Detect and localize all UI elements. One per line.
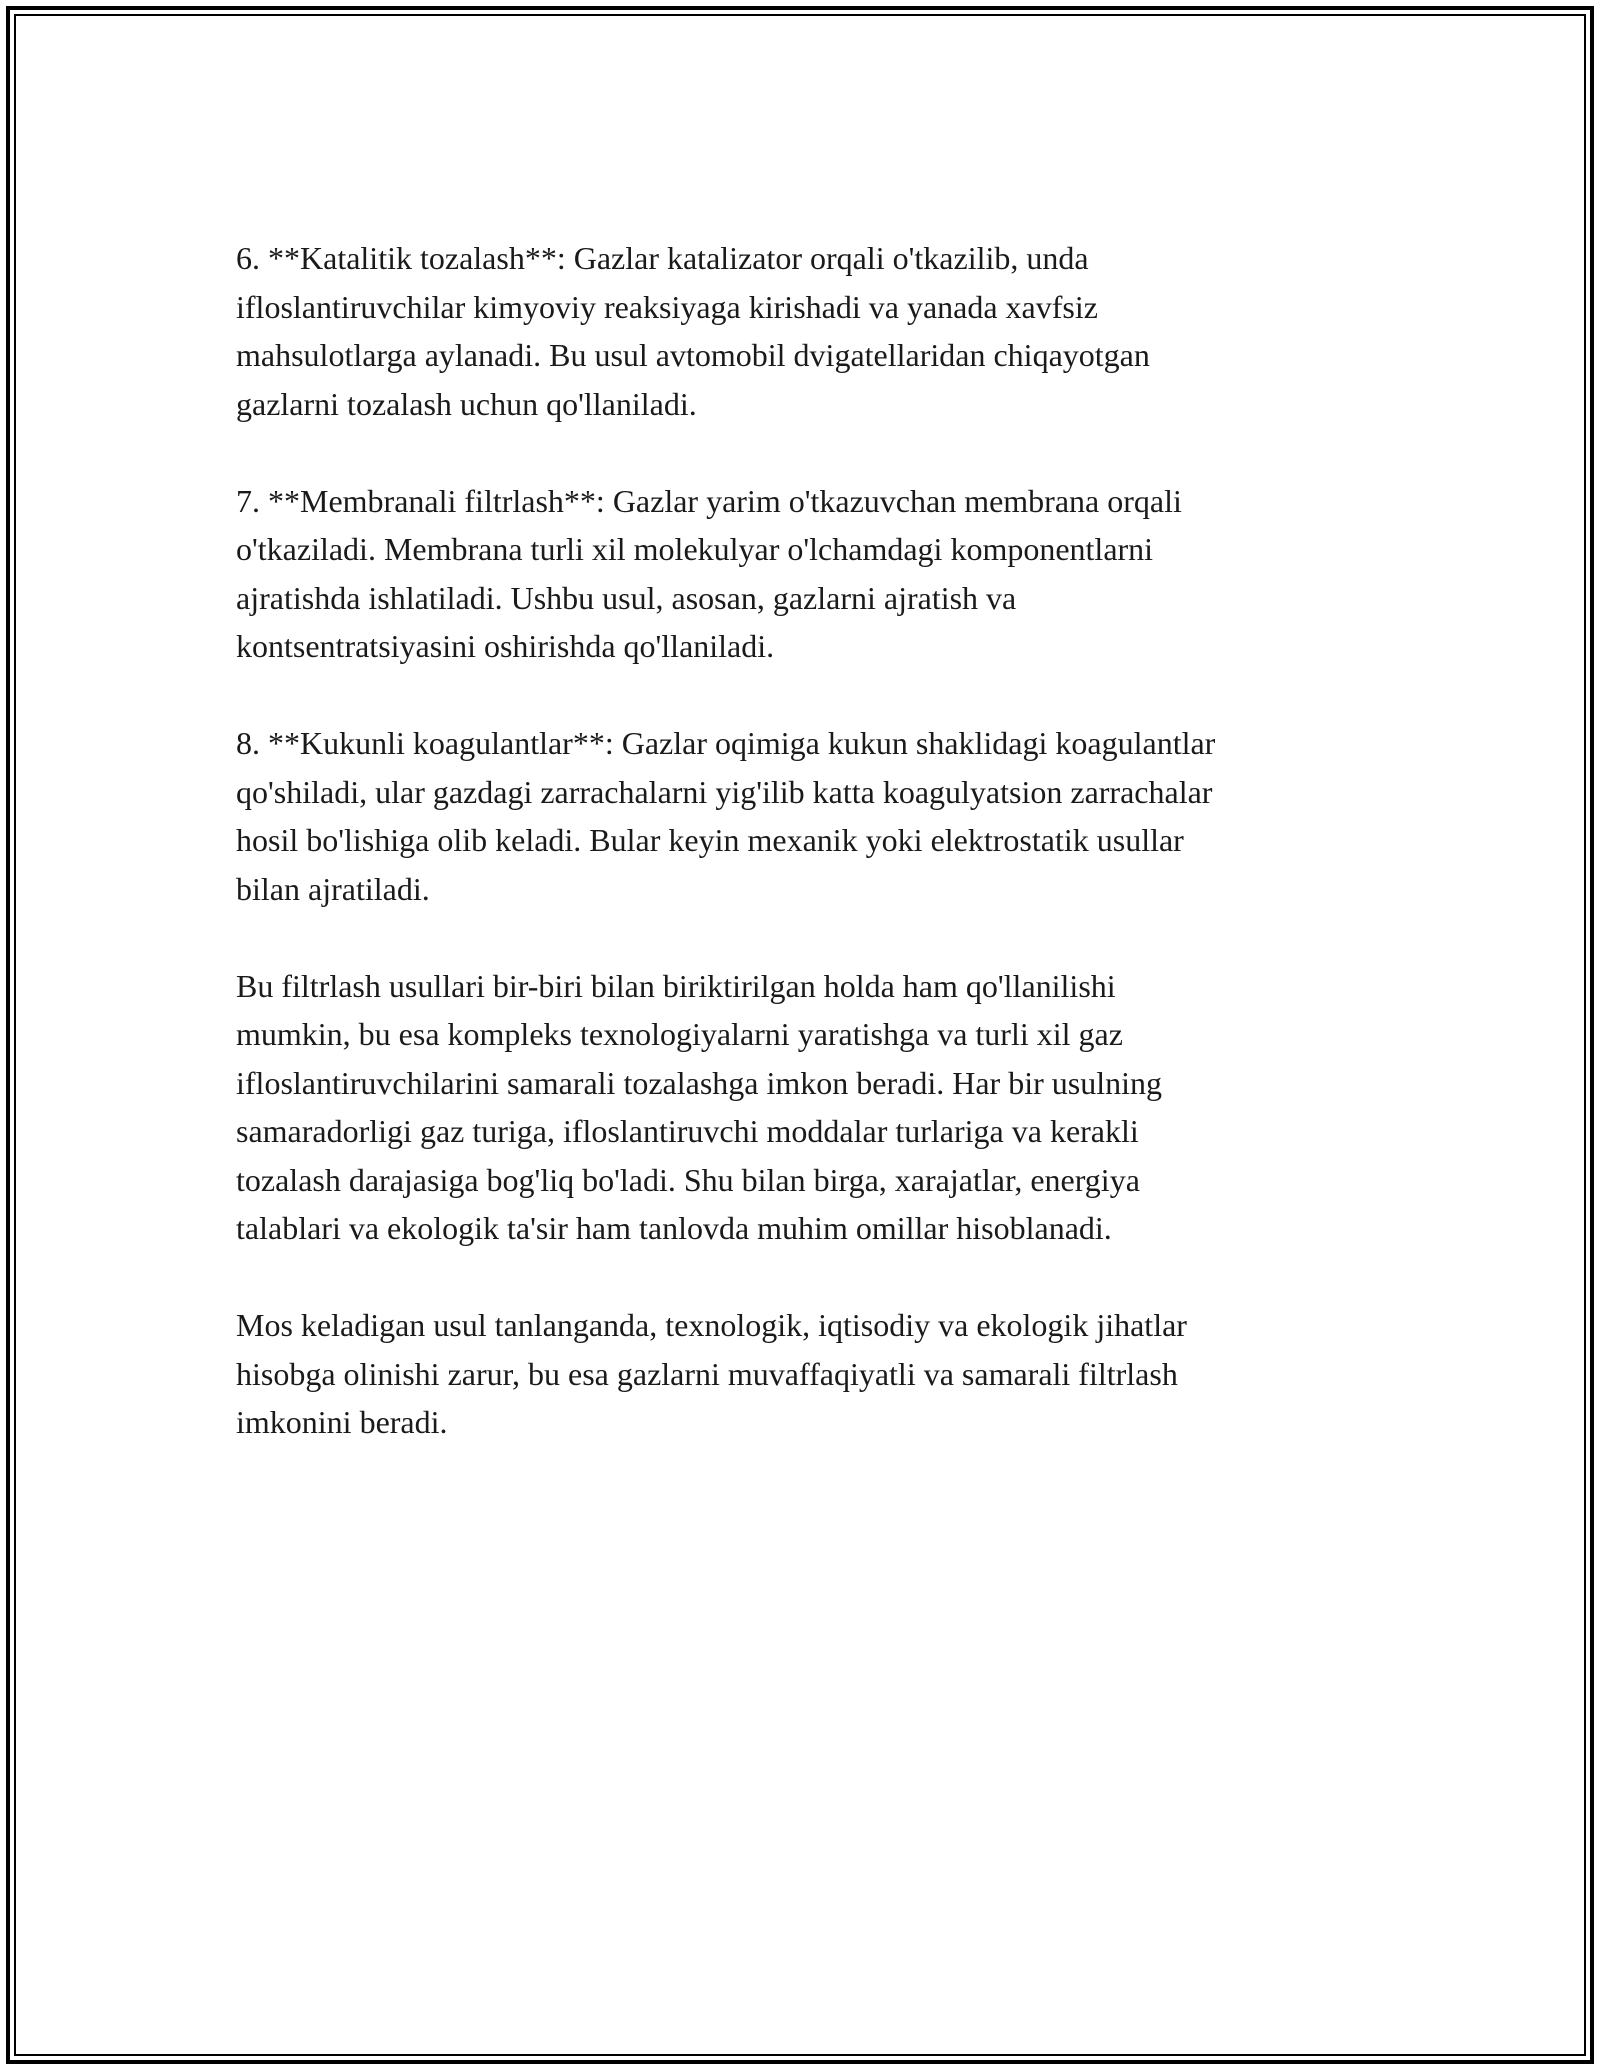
document-body	[236, 234, 1396, 1495]
text-line: qo'shiladi, ular gazdagi zarrachalarni yig'ilib katta koagulyatsion zarrachalar	[236, 773, 1213, 810]
text-line: mahsulotlarga aylanadi. Bu usul avtomobil dvigatellaridan chiqayotgan	[236, 337, 1150, 373]
text-line: ifloslantiruvchilar kimyoviy reaksiyaga kirishadi va yanada xavfsiz	[236, 288, 1098, 325]
text-line: imkonini beradi.	[236, 1404, 448, 1440]
text-line: samaradorligi gaz turiga, ifloslantiruvchi moddalar turlariga va kerakli	[236, 1113, 1139, 1149]
text-line: talablari va ekologik ta'sir ham tanlovda muhim omillar hisoblanadi.	[236, 1210, 1112, 1246]
paragraph-conclusion	[236, 1301, 1396, 1447]
text-line: ifloslantiruvchilarini samarali tozalashga imkon beradi. Har bir usulning	[236, 1064, 1162, 1101]
text-line: 7. **Membranali filtrlash**: Gazlar yarim o'tkazuvchan membrana orqali	[236, 482, 1182, 519]
text-line: ajratishda ishlatiladi. Ushbu usul, asosan, gazlarni ajratish va	[236, 579, 1017, 616]
paragraph-summary	[236, 962, 1396, 1253]
text-line: 8. **Kukunli koagulantlar**: Gazlar oqimiga kukun shaklidagi koagulantlar	[236, 725, 1216, 761]
text-line: 6. **Katalitik tozalash**: Gazlar katalizator orqali o'tkazilib, unda	[236, 240, 1089, 276]
text-line: Bu filtrlash usullari bir-biri bilan biriktirilgan holda ham qo'llanilishi	[236, 967, 1116, 1004]
paragraph-kukunli-koagulantlar	[236, 719, 1396, 913]
text-line: Mos keladigan usul tanlanganda, texnologik, iqtisodiy va ekologik jihatlar	[236, 1307, 1187, 1343]
text-line: mumkin, bu esa kompleks texnologiyalarni yaratishga va turli xil gaz	[236, 1016, 1123, 1052]
paragraph-katalitik-tozalash	[236, 234, 1396, 428]
text-line: kontsentratsiyasini oshirishda qo'llaniladi.	[236, 628, 775, 664]
text-line: bilan ajratiladi.	[236, 870, 430, 907]
text-line: tozalash darajasiga bog'liq bo'ladi. Shu bilan birga, xarajatlar, energiya	[236, 1161, 1140, 1198]
text-line: o'tkaziladi. Membrana turli xil molekulyar o'lchamdagi komponentlarni	[236, 531, 1154, 567]
paragraph-membranali-filtrlash	[236, 477, 1396, 671]
text-line: hosil bo'lishiga olib keladi. Bular keyin mexanik yoki elektrostatik usullar	[236, 822, 1184, 858]
text-line: gazlarni tozalash uchun qo'llaniladi.	[236, 385, 697, 422]
text-line: hisobga olinishi zarur, bu esa gazlarni muvaffaqiyatli va samarali filtrlash	[236, 1355, 1178, 1392]
